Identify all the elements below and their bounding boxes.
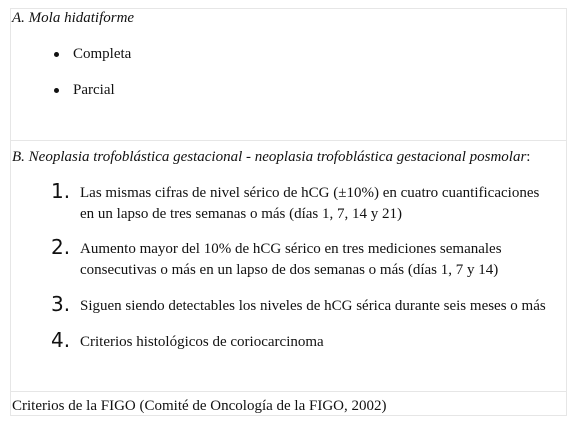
section-a-heading: A. Mola hidatiforme	[12, 10, 135, 26]
list-item-number: 2.	[51, 235, 71, 259]
list-item-number: 4.	[51, 328, 71, 352]
criteria-table	[10, 8, 567, 416]
bullet-icon	[54, 52, 59, 57]
caption-cell	[11, 392, 566, 415]
list-item-text: Las mismas cifras de nivel sérico de hCG (±10%) en cuatro cuantificaciones en un lapso de tres semanas o más (días 1, 7, 14 y 21)	[80, 185, 540, 222]
list-item-text: Criterios histológicos de coriocarcinoma	[80, 334, 324, 350]
list-item-text: Siguen siendo detectables los niveles de hCG sérica durante seis meses o más	[80, 298, 546, 314]
section-a-cell	[11, 9, 566, 141]
section-b-heading-colon: :	[526, 149, 531, 165]
bullet-icon	[54, 88, 59, 93]
section-b-heading-text: B. Neoplasia trofoblástica gestacional - neoplasia trofoblástica gestacional posmolar	[12, 149, 527, 165]
list-item-number: 3.	[51, 292, 71, 316]
section-b-heading	[12, 148, 530, 166]
table-caption: Criterios de la FIGO (Comité de Oncología de la FIGO, 2002)	[12, 398, 387, 414]
section-b-cell	[11, 141, 566, 392]
list-item-text: Aumento mayor del 10% de hCG sérico en tres mediciones semanales consecutivas o más en un lapso de dos semanas o más (días 1, 7 y 14)	[80, 241, 502, 278]
list-item-number: 1.	[51, 179, 71, 203]
list-item-text: Completa	[73, 46, 132, 62]
list-item-text: Parcial	[73, 82, 115, 98]
